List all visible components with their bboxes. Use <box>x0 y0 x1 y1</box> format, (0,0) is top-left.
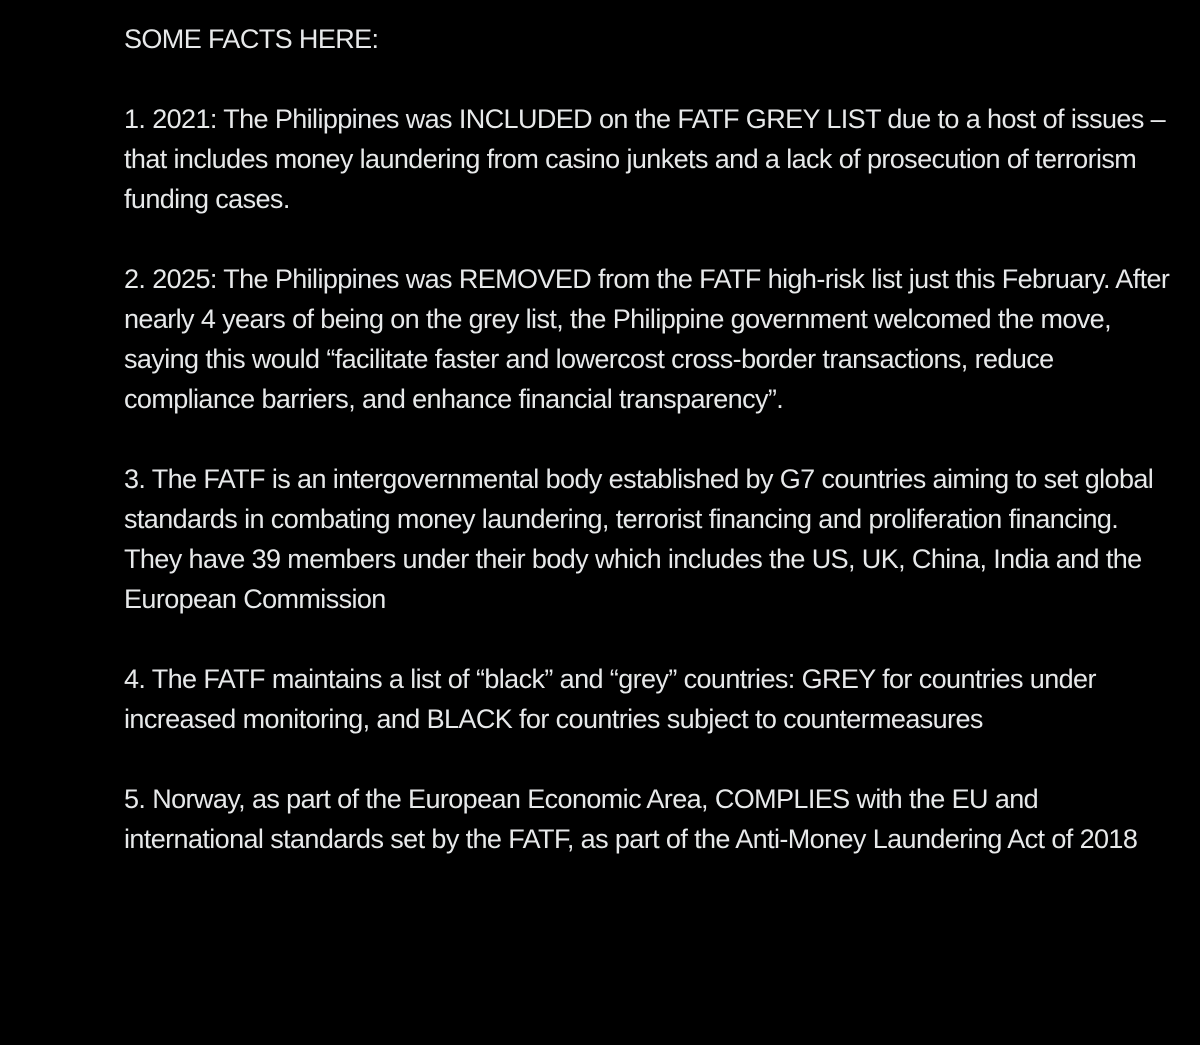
fact-item-3: 3. The FATF is an intergovernmental body established by G7 countries aiming to set global standards in combating money laundering, terrorist financing and proliferation financing. They have 39 members under their body which includes the US, UK, China, India and the European Commission <box>124 464 1154 614</box>
fact-item-2: 2. 2025: The Philippines was REMOVED from the FATF high-risk list just this February. After nearly 4 years of being on the grey list, the Philippine government welcomed the move, saying this would “facilitate faster and lowercost cross-border transactions, reduce compliance barriers, and enhance financial transparency”. <box>124 264 1170 414</box>
post-text <box>124 19 1174 899</box>
fact-item-1: 1. 2021: The Philippines was INCLUDED on the FATF GREY LIST due to a host of issues – that includes money laundering from casino junkets and a lack of prosecution of terrorism funding cases. <box>124 104 1166 214</box>
fact-item-5: 5. Norway, as part of the European Economic Area, COMPLIES with the EU and international standards set by the FATF, as part of the Anti-Money Laundering Act of 2018 <box>124 784 1138 854</box>
post-heading: SOME FACTS HERE: <box>124 24 379 54</box>
fact-item-4: 4. The FATF maintains a list of “black” and “grey” countries: GREY for countries under increased monitoring, and BLACK for countries subject to countermeasures <box>124 664 1096 734</box>
